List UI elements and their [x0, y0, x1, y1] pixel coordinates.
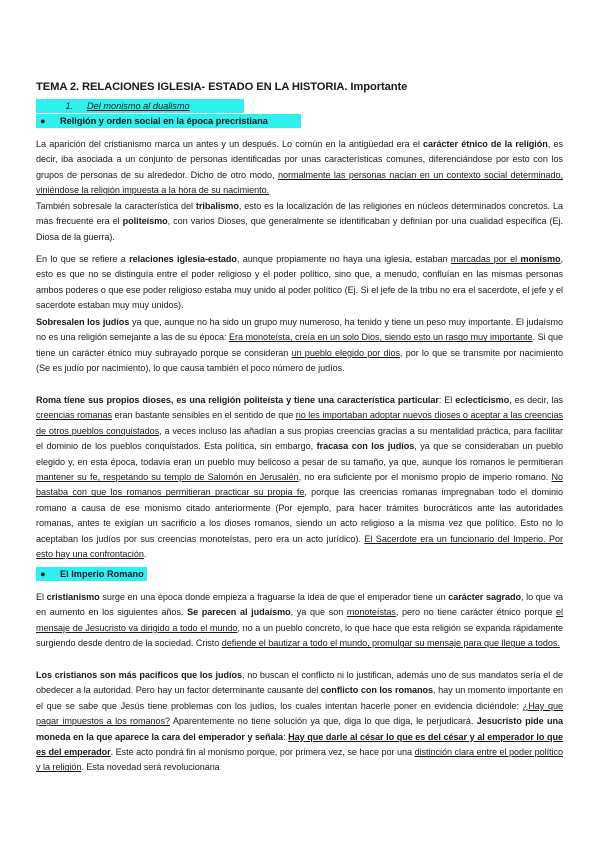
paragraph-3: En lo que se refiere a relaciones iglesia-estado, aunque propiamente no haya una iglesia, estaban marcadas por el monismo, esto es que no se distinguía entre el poder religioso y el poder político, sino que, a menudo, confluían en las mismas personas ambos poderes o que ese poder religioso estaba muy unido al poder político (Ej. Si el jefe de la tribu no era el sacerdote, el jefe y el sacerdote estaban muy muy unidos). [36, 254, 564, 311]
section-label: Del monismo al dualismo [87, 101, 190, 111]
bullet-heading-precristiana [36, 114, 301, 128]
bullet-icon: ● [40, 116, 46, 126]
paragraph-4: Sobresalen los judíos ya que, aunque no ha sido un grupo muy numeroso, ha tenido y tiene un peso muy importante. El judaísmo no es una religión semejante a las de su época: Era monoteísta, creía en un solo Dios, siendo esto un rasgo muy importante. Si que tiene un carácter étnico muy subrayado porque se consideran un pueblo elegido por dios, por lo que se transmite por nacimiento (Se es judío por nacimiento), lo que causa también el poco número de judíos. [36, 317, 564, 374]
bullet-label: El Imperio Romano [60, 569, 144, 579]
bullet-label: Religión y orden social en la época precristiana [60, 116, 268, 126]
paragraph-2: También sobresale la característica del tribalismo, esto es la localización de las religiones en núcleos determinados concretos. La más frecuente era el politeísmo, con varios Dioses, que generalmente se identificaban y definían por una cualidad específica (Ej. Diosa de la guerra). [36, 201, 563, 242]
paragraph-1: La aparición del cristianismo marca un antes y un después. Lo común en la antigüedad era el carácter étnico de la religión, es decir, iba asociada a un conjunto de personas identificadas por unas características comunes, diferenciándose por esto con los grupos de personas de su alrededor. Dicho de otro modo, normalmente las personas nacían en un contexto social determinado, viniéndose la religión impuesta a la hora de su nacimiento. [36, 139, 563, 196]
section-heading-monismo [36, 99, 244, 113]
paragraph-7: Los cristianos son más pacíficos que los judíos, no buscan el conflicto ni lo justifican, además uno de sus mandatos sería el de obedecer a la autoridad. Pero hay un factor determinante causante del conflicto con los romanos, hay un momento importante en el que se sabe que Jesús tiene problemas con los judíos, los cuales intentan hacerle poner en evidencia diciéndole: ¿Hay que pagar impuestos a los romanos? Aparentemente no tiene solución ya que, diga lo que diga, le perjudicará. Jesucristo pide una moneda en la que aparece la cara del emperador y señala: Hay que darle al césar lo que es del césar y al emperador lo que es del emperador. Este acto pondrá fin al monismo porque, por primera vez, se hace por una distinción clara entre el poder político y la religión. Esta novedad será revolucionaria [36, 670, 563, 773]
paragraph-5: Roma tiene sus propios dioses, es una religión politeísta y tiene una característica particular: El eclecticismo, es decir, las creencias romanas eran bastante sensibles en el sentido de que no les importaban adoptar nuevos dioses o aceptar a las creencias de otros pueblos conquistados, a veces incluso las añadían a sus propias creencias gracias a su mentalidad práctica, para facilitar el dominio de los pueblos conquistados. Esta política, sin embargo, fracasa con los judíos, ya que se consideraban un pueblo elegido y, en esta época, todavía eran un pueblo muy belicoso a pesar de su tamaño, ya que, aunque los romanos le permitieran mantener su fe, respetando su templo de Salomón en Jerusalén, no era suficiente por el monismo propio de imperio romano. No bastaba con que los romanos permitieran practicar su propia fe, porque las creencias romanas impregnaban todo el dominio romano a causa de ese monismo citado anteriormente (Por ejemplo, para hacer trámites burocráticos ante las autoridades romanas, antes te exigían un sacrificio a los dioses romanos, siendo un acto religioso a la misma vez que político. Esto no lo aceptaban los judíos por sus creencias monoteístas, pero era un acto jurídico). El Sacerdote era un funcionario del Imperio. Por esto hay una confrontación. [36, 395, 563, 560]
section-number: 1. [65, 101, 73, 111]
bullet-icon: ● [40, 569, 46, 579]
page-title: TEMA 2. RELACIONES IGLESIA- ESTADO EN LA HISTORIA. Importante [36, 81, 408, 93]
paragraph-6: El cristianismo surge en una época donde empieza a fraguarse la idea de que el emperador tiene un carácter sagrado, lo que va en aumento en los siguientes años. Se parecen al judaísmo, ya que son monoteístas, pero no tiene carácter étnico porque el mensaje de Jesucristo va dirigido a todo el mundo, no a un pueblo concreto, lo que hace que esta religión se expanda rápidamente surgiendo desde dentro de la sociedad. Cristo defiende el bautizar a todo el mundo, promulgar su mensaje para que llegue a todos. [36, 592, 564, 649]
bullet-heading-imperio-romano [36, 567, 147, 581]
